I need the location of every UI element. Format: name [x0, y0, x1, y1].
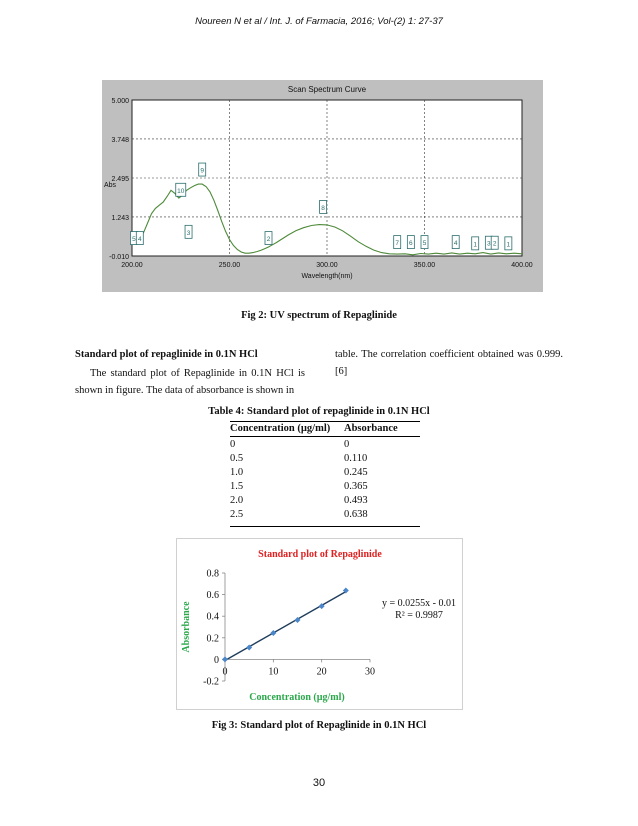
running-header: Noureen N et al / Int. J. of Farmacia, 2016; Vol-(2) 1: 27-37 [195, 16, 443, 27]
y-tick-label: 0.4 [206, 611, 219, 623]
x-tick-label: 350.00 [413, 262, 436, 269]
trendline-equation: y = 0.0255x - 0.01 [382, 598, 456, 609]
table-row [230, 479, 420, 493]
x-tick-label: 0 [222, 666, 228, 678]
peak-marker-label: 3 [487, 240, 491, 248]
x-tick-label: 10 [268, 666, 279, 678]
section-left-column [75, 346, 305, 399]
column-header-concentration: Concentration (µg/ml) [230, 422, 344, 437]
cell-concentration: 2.5 [230, 507, 344, 527]
standard-plot-chart [177, 539, 462, 709]
standard-plot-figure [176, 538, 463, 710]
data-point [270, 630, 276, 636]
table4 [230, 421, 420, 527]
table-row [230, 507, 420, 527]
y-tick-label: 5.000 [111, 98, 129, 105]
peak-marker-label: 3 [186, 229, 191, 237]
x-tick-label: 30 [365, 666, 375, 678]
chart-title: Scan Spectrum Curve [287, 85, 367, 94]
r-squared-label: R² = 0.9987 [395, 610, 443, 621]
y-tick-label: -0.010 [109, 254, 129, 261]
x-tick-label: 400.00 [511, 262, 533, 269]
cell-concentration: 2.0 [230, 495, 244, 506]
table4-title: Table 4: Standard plot of repaglinide in 0.1N HCl [208, 406, 430, 417]
data-point [222, 656, 228, 662]
chart-title: Standard plot of Repaglinide [258, 549, 382, 560]
figure2-caption: Fig 2: UV spectrum of Repaglinide [241, 310, 397, 321]
y-tick-label: 2.495 [111, 176, 129, 183]
cell-absorbance: 0.365 [344, 481, 368, 492]
x-axis-label: Wavelength(nm) [301, 273, 353, 280]
y-axis-label: Absorbance [181, 601, 192, 653]
y-tick-label: 1.243 [111, 214, 129, 222]
y-tick-label: 0.2 [206, 633, 219, 645]
cell-absorbance: 0.493 [344, 495, 368, 506]
cell-concentration: 1.0 [230, 467, 244, 478]
table-row [230, 437, 420, 452]
peak-marker-label: 10 [177, 187, 185, 195]
table-row [230, 493, 420, 507]
cell-concentration: 0.5 [230, 453, 244, 464]
cell-absorbance: 0.245 [344, 467, 368, 478]
section-paragraph-right: table. The correlation coefficient obtained was 0.999. [6] [335, 349, 563, 377]
table-row [230, 465, 420, 479]
section-heading: Standard plot of repaglinide in 0.1N HCl [75, 349, 258, 360]
peak-marker-label: 2 [492, 240, 497, 248]
cell-concentration: 0 [230, 439, 236, 450]
peak-marker-label: 1 [506, 241, 511, 249]
uv-spectrum-figure [102, 80, 543, 292]
x-tick-label: 300.00 [316, 262, 338, 269]
peak-marker-label: 4 [453, 240, 458, 248]
peak-marker-label: 9 [200, 167, 205, 175]
x-tick-label: 250.00 [218, 262, 241, 269]
cell-absorbance: 0.110 [344, 453, 368, 464]
cell-absorbance: 0.638 [344, 507, 420, 527]
x-tick-label: 20 [316, 666, 327, 678]
y-tick-label: 0.8 [206, 568, 219, 580]
column-header-absorbance: Absorbance [344, 422, 420, 437]
cell-absorbance: 0 [344, 439, 350, 450]
peak-marker-label: 2 [266, 236, 271, 244]
page-number: 30 [312, 777, 326, 789]
peak-marker-label: 8 [321, 204, 325, 212]
section-paragraph-left: The standard plot of Repaglinide in 0.1N HCl is shown in figure. The data of absorbance is shown in [75, 368, 305, 396]
cell-concentration: 1.5 [230, 481, 244, 492]
figure3-caption: Fig 3: Standard plot of Repaglinide in 0.1N HCl [211, 720, 427, 731]
y-axis-label: Abs [104, 182, 117, 190]
y-tick-label: -0.2 [203, 676, 219, 688]
peak-marker-label: 5 [422, 240, 427, 248]
uv-spectrum-chart [102, 80, 543, 292]
x-axis-label: Concentration (µg/ml) [249, 692, 345, 703]
peak-marker-label: 1 [473, 241, 478, 249]
table-header-row [230, 422, 420, 437]
trendline [225, 592, 346, 661]
table-row [230, 451, 420, 465]
peak-marker-label: 7 [395, 240, 400, 248]
y-tick-label: 3.748 [111, 136, 129, 144]
peak-marker-label: 4 [137, 236, 142, 244]
y-tick-label: 0 [214, 654, 219, 666]
x-tick-label: 200.00 [121, 262, 143, 269]
y-tick-label: 0.6 [206, 590, 219, 602]
peak-marker-label: 6 [409, 240, 413, 248]
peak-marker-label: 5 [132, 236, 136, 244]
